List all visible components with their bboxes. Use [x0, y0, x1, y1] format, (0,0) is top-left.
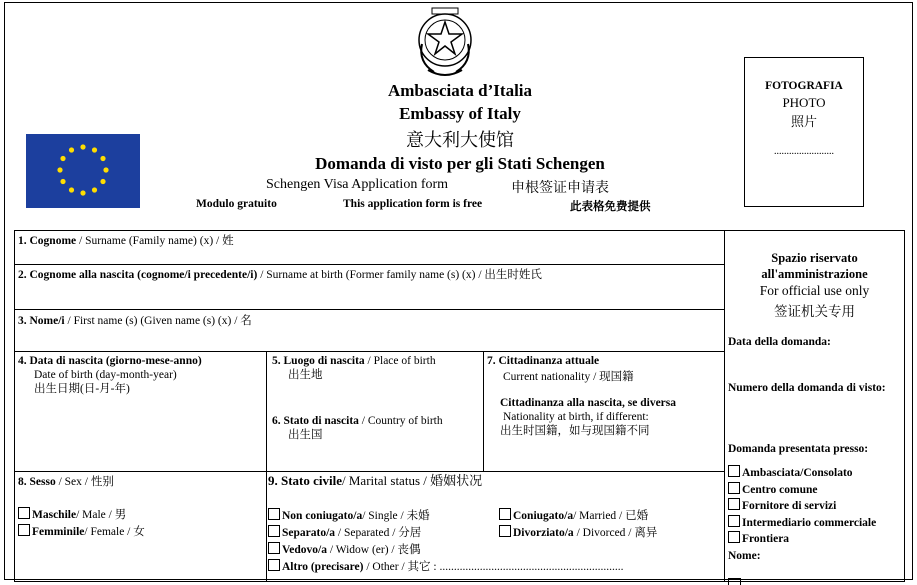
presented-at-label: Domanda presentata presso:: [728, 443, 869, 455]
photo-label-zh: 照片: [790, 114, 817, 129]
marital-divorced-option[interactable]: Divorziato/a / Divorced / 离异: [499, 525, 657, 540]
photo-dots: ........................: [774, 146, 834, 157]
field-2-label: 2. Cognome alla nascita (cognome/i precedente/i) / Surname at birth (Former family name (s) (x) / 出生时姓氏: [18, 269, 542, 281]
field-1-label: 1. Cognome / Surname (Family name) (x) / 姓: [18, 235, 234, 247]
photo-box: [744, 57, 864, 207]
free-label-zh: 此表格免费提供: [570, 201, 651, 213]
application-date-label: Data della domanda:: [728, 336, 831, 348]
marital-other-option[interactable]: Altro (precisare) / Other / 其它 : ................................................................: [268, 559, 623, 574]
separated-checkbox[interactable]: [268, 525, 280, 537]
field-3-label: 3. Nome/i / First name (s) (Given name (s) (x) / 名: [18, 315, 252, 327]
common-centre-checkbox[interactable]: [728, 482, 740, 494]
commercial-intermediary-checkbox[interactable]: [728, 515, 740, 527]
official-title-zh: 签证机关专用: [774, 304, 855, 319]
free-label-en: This application form is free: [343, 198, 483, 210]
marital-married-option[interactable]: Coniugato/a/ Married / 已婚: [499, 508, 648, 523]
field-5-label: 5. Luogo di nascita / Place of birth 出生地: [272, 355, 436, 381]
form-title-zh: 申根签证申请表: [511, 181, 609, 196]
married-checkbox[interactable]: [499, 508, 511, 520]
marital-separated-option[interactable]: Separato/a / Separated / 分居: [268, 525, 421, 540]
embassy-checkbox[interactable]: [728, 465, 740, 477]
service-provider-checkbox[interactable]: [728, 498, 740, 510]
sex-female-option[interactable]: Femminile/ Female / 女: [18, 524, 145, 539]
sex-male-option[interactable]: Maschile/ Male / 男: [18, 507, 126, 522]
marital-single-option[interactable]: Non coniugato/a/ Single / 未婚: [268, 508, 430, 523]
marital-widow-option[interactable]: Vedovo/a / Widow (er) / 丧偶: [268, 542, 421, 557]
italian-emblem-icon: [414, 4, 476, 82]
field-9-label: 9. Stato civile/ Marital status / 婚姻状况: [268, 473, 483, 488]
field-6-label: 6. Stato di nascita / Country of birth 出生国: [272, 415, 443, 441]
field-4-label: 4. Data di nascita (giorno-mese-anno) Date of birth (day-month-year) 出生日期(日-月-年): [18, 355, 202, 395]
eu-flag-icon: [26, 134, 140, 208]
embassy-name-it: Ambasciata d’Italia: [387, 81, 533, 100]
official-title-en: For official use only: [759, 283, 870, 298]
application-number-label: Numero della domanda di visto:: [728, 382, 886, 394]
option-service-provider[interactable]: Fornitore di servizi: [728, 498, 876, 515]
form-title-en: Schengen Visa Application form: [266, 177, 449, 192]
form-title-it: Domanda di visto per gli Stati Schengen: [315, 154, 605, 173]
other-checkbox[interactable]: [268, 559, 280, 571]
option-commercial-intermediary[interactable]: Intermediario commerciale: [728, 515, 876, 532]
official-name-label: Nome:: [728, 550, 761, 562]
divider: [483, 351, 484, 472]
option-embassy[interactable]: Ambasciata/Consolato: [728, 465, 876, 482]
divider: [266, 471, 267, 582]
embassy-name-en: Embassy of Italy: [399, 104, 521, 123]
single-checkbox[interactable]: [268, 508, 280, 520]
free-label-it: Modulo gratuito: [196, 198, 277, 210]
option-common-centre[interactable]: Centro comune: [728, 482, 876, 499]
field-7-label: 7. Cittadinanza attuale Current nationality / 现国籍 Cittadinanza alla nascita, se diversa Nationality at birth, if different: 出生时国籍，如与现国籍不同: [487, 355, 677, 437]
option-border[interactable]: Frontiera: [728, 531, 876, 548]
presented-at-options: [728, 465, 876, 548]
photo-label-it: FOTOGRAFIA: [765, 80, 843, 92]
border-checkbox[interactable]: [728, 531, 740, 543]
divorced-checkbox[interactable]: [499, 525, 511, 537]
official-title-it: Spazio riservato all'amministrazione: [761, 251, 868, 281]
embassy-name-zh: 意大利大使馆: [406, 130, 514, 150]
male-checkbox[interactable]: [18, 507, 30, 519]
divider: [266, 351, 267, 472]
widow-checkbox[interactable]: [268, 542, 280, 554]
photo-label-en: PHOTO: [782, 95, 826, 110]
field-8-label: 8. Sesso / Sex / 性别: [18, 476, 114, 488]
female-checkbox[interactable]: [18, 524, 30, 536]
